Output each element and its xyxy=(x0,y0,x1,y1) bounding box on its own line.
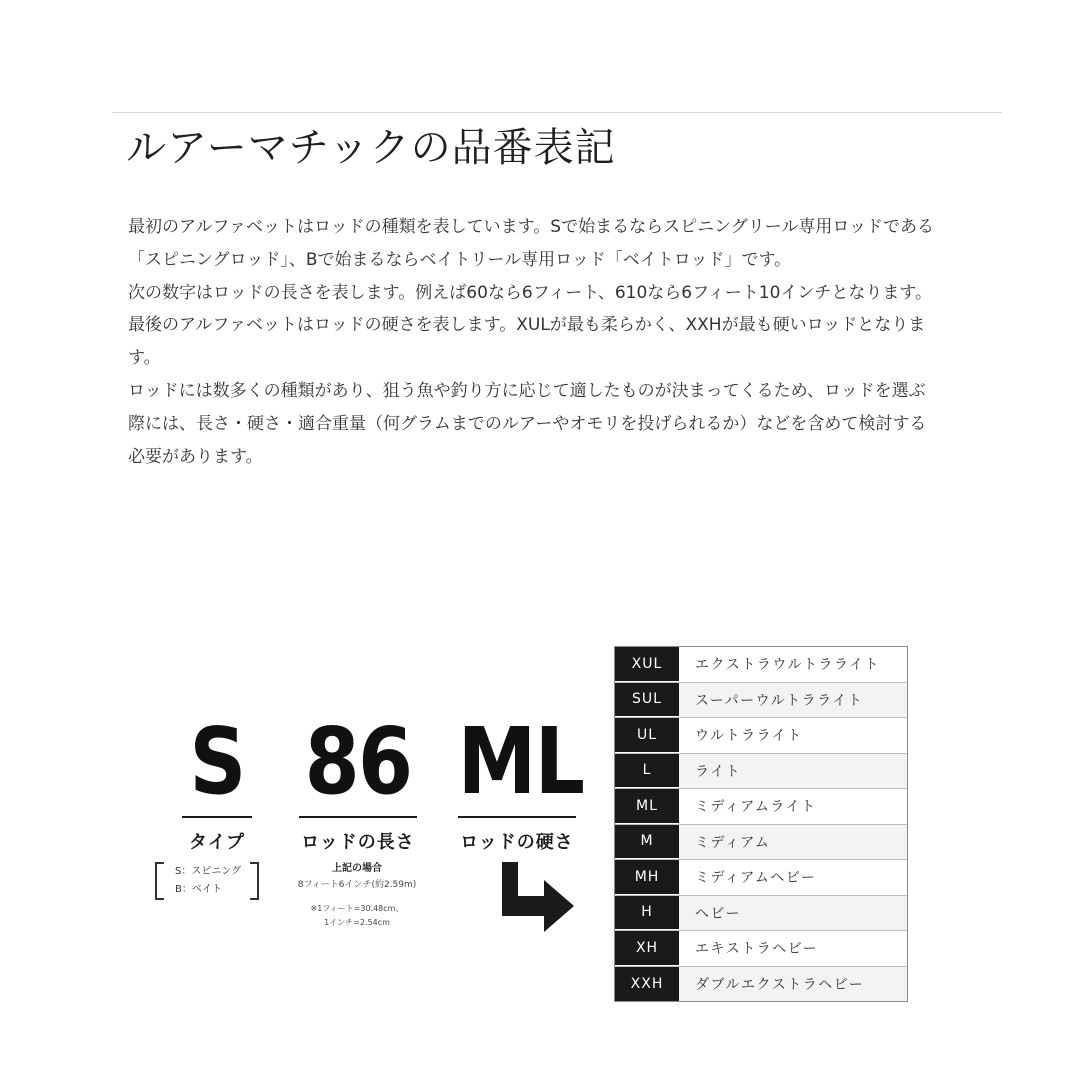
table-row xyxy=(615,789,907,825)
table-row xyxy=(615,683,907,719)
hardness-code-cell: XXH xyxy=(615,967,679,1002)
length-underline xyxy=(299,816,417,818)
hardness-part xyxy=(448,708,586,854)
hardness-code-cell: XUL xyxy=(615,647,679,682)
type-part xyxy=(165,708,269,854)
table-row xyxy=(615,967,907,1002)
hardness-underline xyxy=(458,816,576,818)
type-options-bracket xyxy=(155,862,259,900)
type-underline xyxy=(182,816,252,818)
hardness-name-cell: ミディアムライト xyxy=(695,799,817,816)
length-code: 86 xyxy=(304,708,412,815)
explanation-text xyxy=(128,211,938,473)
type-label: タイプ xyxy=(188,832,246,853)
hardness-name-cell: ダブルエクストラヘビー xyxy=(679,967,907,1002)
header-divider xyxy=(112,112,1002,113)
table-row xyxy=(615,860,907,896)
hardness-code-cell: ML xyxy=(615,789,679,824)
hardness-code-cell: UL xyxy=(615,718,679,753)
length-example-value: 8フィート6インチ(約2.59m) xyxy=(297,880,417,890)
paragraph-hardness: 最後のアルファベットはロッドの硬さを表します。XULが最も柔らかく、XXHが最も硬いロッドとなります。 xyxy=(128,315,926,369)
length-label: ロッドの長さ xyxy=(301,832,415,853)
table-row xyxy=(615,718,907,754)
length-footnote-foot: ※1フィート=30.48cm、 xyxy=(310,904,404,913)
hardness-code-cell: H xyxy=(615,896,679,931)
paragraph-length: 次の数字はロッドの長さを表します。例えば60なら6フィート、610なら6フィート10インチとなります。 xyxy=(128,282,933,303)
hardness-name-cell: ミディアムヘビー xyxy=(695,870,817,887)
type-option-spinning: S：スピニング xyxy=(175,866,242,877)
type-code: S xyxy=(189,708,245,815)
length-part xyxy=(292,708,424,854)
hardness-name-cell: ウルトラライト xyxy=(695,728,803,745)
hardness-name-cell: ライト xyxy=(679,754,907,789)
table-row xyxy=(615,931,907,967)
hardness-code-cell: MH xyxy=(615,860,679,895)
hardness-name-cell: エキストラヘビー xyxy=(695,941,819,958)
hardness-name-cell: ミディアム xyxy=(679,825,907,860)
hardness-table xyxy=(614,646,908,1002)
hardness-label: ロッドの硬さ xyxy=(460,832,574,853)
length-footnote-inch: 1インチ=2.54cm xyxy=(324,918,390,927)
arrow-right-icon xyxy=(500,862,576,932)
paragraph-type: 最初のアルファベットはロッドの種類を表しています。Sで始まるならスピニングリール専用ロッドである「スピニングロッド」、Bで始まるならベイトリール専用ロッド「ベイトロッド」です。 xyxy=(128,217,935,270)
hardness-name-cell: スーパーウルトラライト xyxy=(679,683,907,718)
table-row xyxy=(615,647,907,683)
hardness-code-cell: M xyxy=(615,825,679,860)
table-row xyxy=(615,754,907,790)
hardness-code: ML xyxy=(457,708,584,815)
hardness-code-cell: XH xyxy=(615,931,679,966)
hardness-name-cell: エクストラウルトラライト xyxy=(695,657,881,674)
type-option-bait: B：ベイト xyxy=(175,884,222,895)
page-title: ルアーマチックの品番表記 xyxy=(126,125,616,171)
hardness-name-cell: ヘビー xyxy=(679,896,907,931)
paragraph-selection: ロッドには数多くの種類があり、狙う魚や釣り方に応じて適したものが決まってくるため、ロッドを選ぶ際には、長さ・硬さ・適合重量（何グラムまでのルアーやオモリを投げられるか）などを含めて検討する必要があります。 xyxy=(128,380,927,467)
length-example-heading: 上記の場合 xyxy=(332,863,382,874)
hardness-code-cell: SUL xyxy=(615,683,679,718)
hardness-code-cell: L xyxy=(615,754,679,789)
table-row xyxy=(615,896,907,932)
table-row xyxy=(615,825,907,861)
